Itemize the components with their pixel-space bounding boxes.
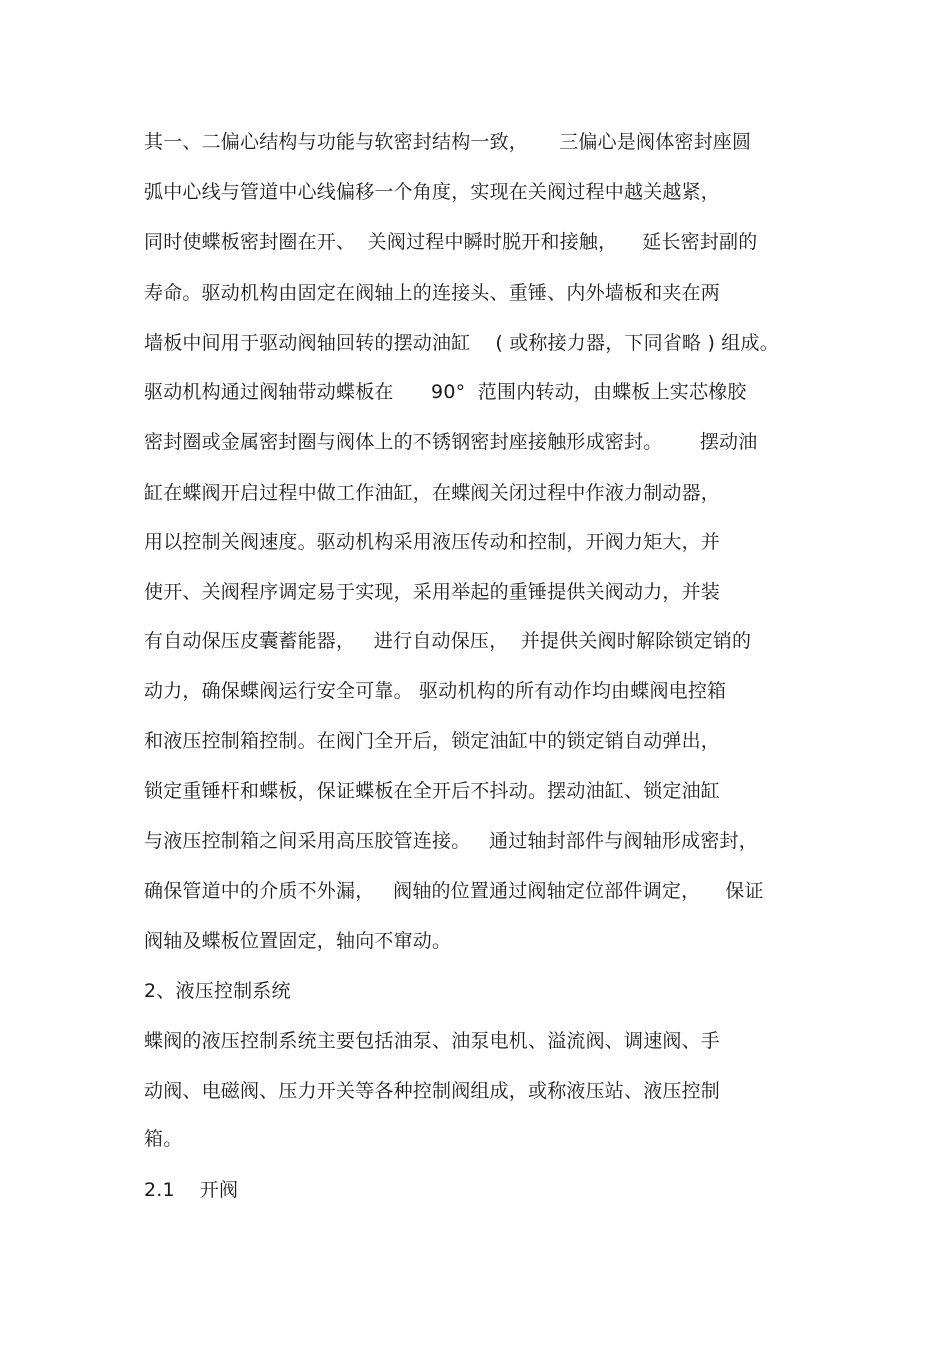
text-line: 用以控制关阀速度。驱动机构采用液压传动和控制，开阀力矩大，并: [144, 531, 721, 553]
text-line: 阀轴及蝶板位置固定，轴向不窜动。: [144, 930, 452, 952]
text-line: 弧中心线与管道中心线偏移一个角度，实现在关阀过程中越关越紧，: [144, 181, 721, 203]
text-line: 同时使蝶板密封圈在开、 关阀过程中瞬时脱开和接触， 延长密封副的: [144, 231, 758, 253]
text-line: 其一、二偏心结构与功能与软密封结构一致， 三偏心是阀体密封座圆: [144, 131, 752, 153]
text-line: 墙板中间用于驱动阀轴回转的摆动油缸 ( 或称接力器，下同省略 ) 组成。: [144, 332, 779, 354]
text-line: 有自动保压皮囊蓄能器， 进行自动保压， 并提供关阀时解除锁定销的: [144, 630, 752, 652]
text-line: 缸在蝶阀开启过程中做工作油缸，在蝶阀关闭过程中作液力制动器，: [144, 482, 721, 504]
text-line: 蝶阀的液压控制系统主要包括油泵、油泵电机、溢流阀、调速阀、手: [144, 1030, 721, 1052]
text-line: 寿命。驱动机构由固定在阀轴上的连接头、重锤、内外墙板和夹在两: [144, 282, 721, 304]
text-line: 与液压控制箱之间采用高压胶管连接。 通过轴封部件与阀轴形成密封，: [144, 830, 758, 852]
text-line: 确保管道中的介质不外漏， 阀轴的位置通过阀轴定位部件调定， 保证: [144, 880, 764, 902]
section-heading: 2、液压控制系统: [144, 980, 291, 1002]
text-line: 动力，确保蝶阀运行安全可靠。 驱动机构的所有动作均由蝶阀电控箱: [144, 680, 727, 702]
text-line: 使开、关阀程序调定易于实现，采用举起的重锤提供关阀动力，并装: [144, 581, 721, 603]
text-line: 驱动机构通过阀轴带动蝶板在 90° 范围内转动，由蝶板上实芯橡胶: [144, 381, 747, 403]
text-line: 锁定重锤杆和蝶板，保证蝶板在全开后不抖动。摆动油缸、锁定油缸: [144, 780, 721, 802]
text-line: 箱。: [144, 1128, 183, 1150]
subsection-heading: 2.1 开阀: [144, 1179, 239, 1201]
text-line: 密封圈或金属密封圈与阀体上的不锈钢密封座接触形成密封。 摆动油: [144, 431, 758, 453]
text-line: 和液压控制箱控制。在阀门全开后，锁定油缸中的锁定销自动弹出，: [144, 730, 721, 752]
text-line: 动阀、电磁阀、压力开关等各种控制阀组成，或称液压站、液压控制: [144, 1080, 721, 1102]
